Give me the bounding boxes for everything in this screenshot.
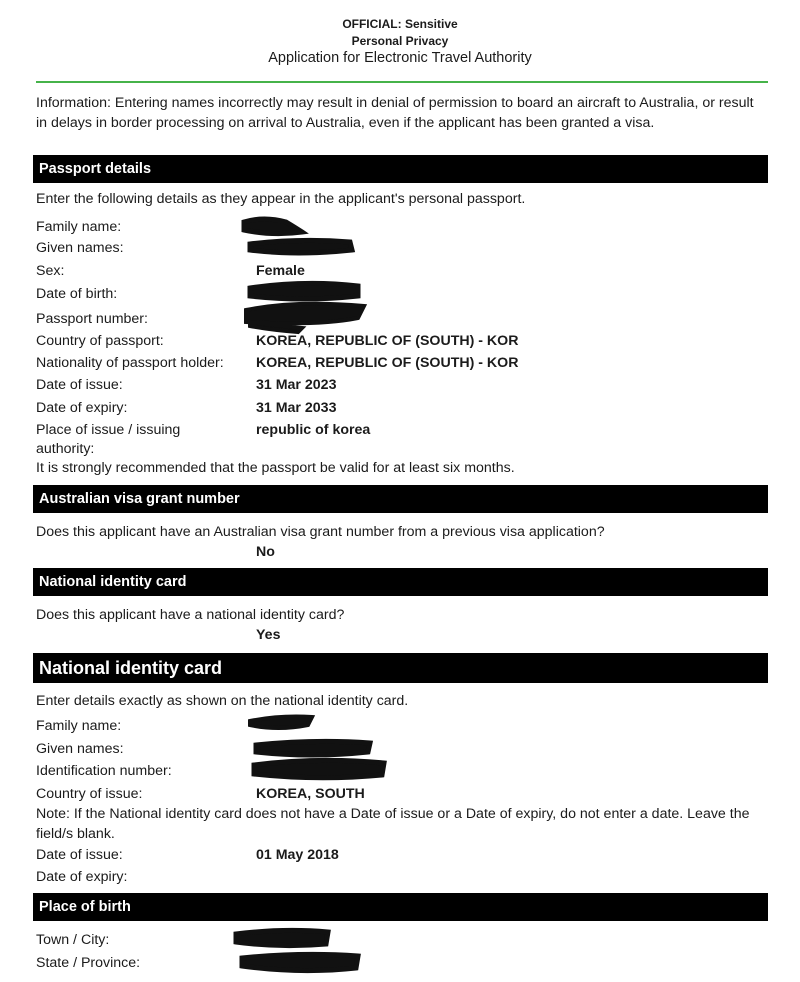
country-of-passport-value: KOREA, REPUBLIC OF (SOUTH) - KOR: [256, 333, 519, 349]
validity-recommendation: It is strongly recommended that the passport be valid for at least six months.: [36, 460, 515, 476]
document-title: Application for Electronic Travel Authority: [268, 50, 532, 66]
redaction-town-city: [236, 930, 328, 945]
passport-issue-label: Date of issue:: [36, 377, 123, 393]
id-number-label: Identification number:: [36, 763, 172, 779]
place-of-issue-label: Place of issue / issuing: [36, 422, 181, 438]
classification-label: OFFICIAL: Sensitive: [342, 17, 458, 31]
nationality-value: KOREA, REPUBLIC OF (SOUTH) - KOR: [256, 355, 519, 371]
redaction-state-province: [242, 954, 358, 970]
id-country-label: Country of issue:: [36, 786, 143, 802]
passport-expiry-label: Date of expiry:: [36, 400, 128, 416]
redaction-family-name: [244, 219, 302, 234]
redaction-passport-number: [246, 304, 364, 332]
id-country-value: KOREA, SOUTH: [256, 786, 365, 802]
given-names-label: Given names:: [36, 240, 124, 256]
id-card-question: Does this applicant have a national identity card?: [36, 607, 345, 623]
id-family-name-label: Family name:: [36, 718, 122, 734]
nationality-label: Nationality of passport holder:: [36, 355, 224, 371]
redaction-dob: [250, 283, 358, 299]
sex-value: Female: [256, 263, 305, 279]
redaction-id-number: [254, 760, 384, 777]
id-card-answer: Yes: [256, 627, 281, 643]
redaction-id-family-name: [250, 717, 312, 729]
visa-grant-answer: No: [256, 544, 275, 560]
id-given-names-label: Given names:: [36, 741, 124, 757]
privacy-label: Personal Privacy: [351, 34, 449, 48]
sex-label: Sex:: [36, 263, 65, 279]
place-of-issue-label-cont: authority:: [36, 441, 95, 457]
id-expiry-label: Date of expiry:: [36, 869, 128, 885]
state-province-label: State / Province:: [36, 955, 141, 971]
passport-issue-value: 31 Mar 2023: [256, 377, 337, 393]
id-issue-label: Date of issue:: [36, 847, 123, 863]
id-issue-value: 01 May 2018: [256, 847, 339, 863]
passport-number-label: Passport number:: [36, 311, 148, 327]
town-city-label: Town / City:: [36, 932, 110, 948]
passport-intro: Enter the following details as they appear in the applicant's personal passport.: [36, 191, 526, 207]
country-of-passport-label: Country of passport:: [36, 333, 164, 349]
dob-label: Date of birth:: [36, 286, 118, 302]
section-heading: National identity card: [39, 658, 223, 678]
family-name-label: Family name:: [36, 219, 122, 235]
id-card-intro: Enter details exactly as shown on the national identity card.: [36, 693, 409, 709]
section-heading: Place of birth: [39, 899, 131, 915]
redaction-id-given-names: [256, 741, 370, 755]
section-heading: National identity card: [39, 574, 187, 590]
id-card-note: Note: If the National identity card does not have a Date of issue or a Date of expiry, do not enter a date. Leave the field/s blank.: [36, 806, 750, 842]
section-heading: Passport details: [39, 161, 152, 177]
information-notice: Information: Entering names incorrectly may result in denial of permission to board an aircraft to Australia, or result in delays in border processing on arrival to Australia, even if the applicant has been granted a visa.: [36, 95, 754, 131]
section-heading: Australian visa grant number: [39, 491, 240, 507]
passport-expiry-value: 31 Mar 2033: [256, 400, 337, 416]
redaction-given-names: [250, 240, 352, 253]
visa-grant-question: Does this applicant have an Australian visa grant number from a previous visa application?: [36, 524, 605, 540]
place-of-issue-value: republic of korea: [256, 422, 371, 438]
